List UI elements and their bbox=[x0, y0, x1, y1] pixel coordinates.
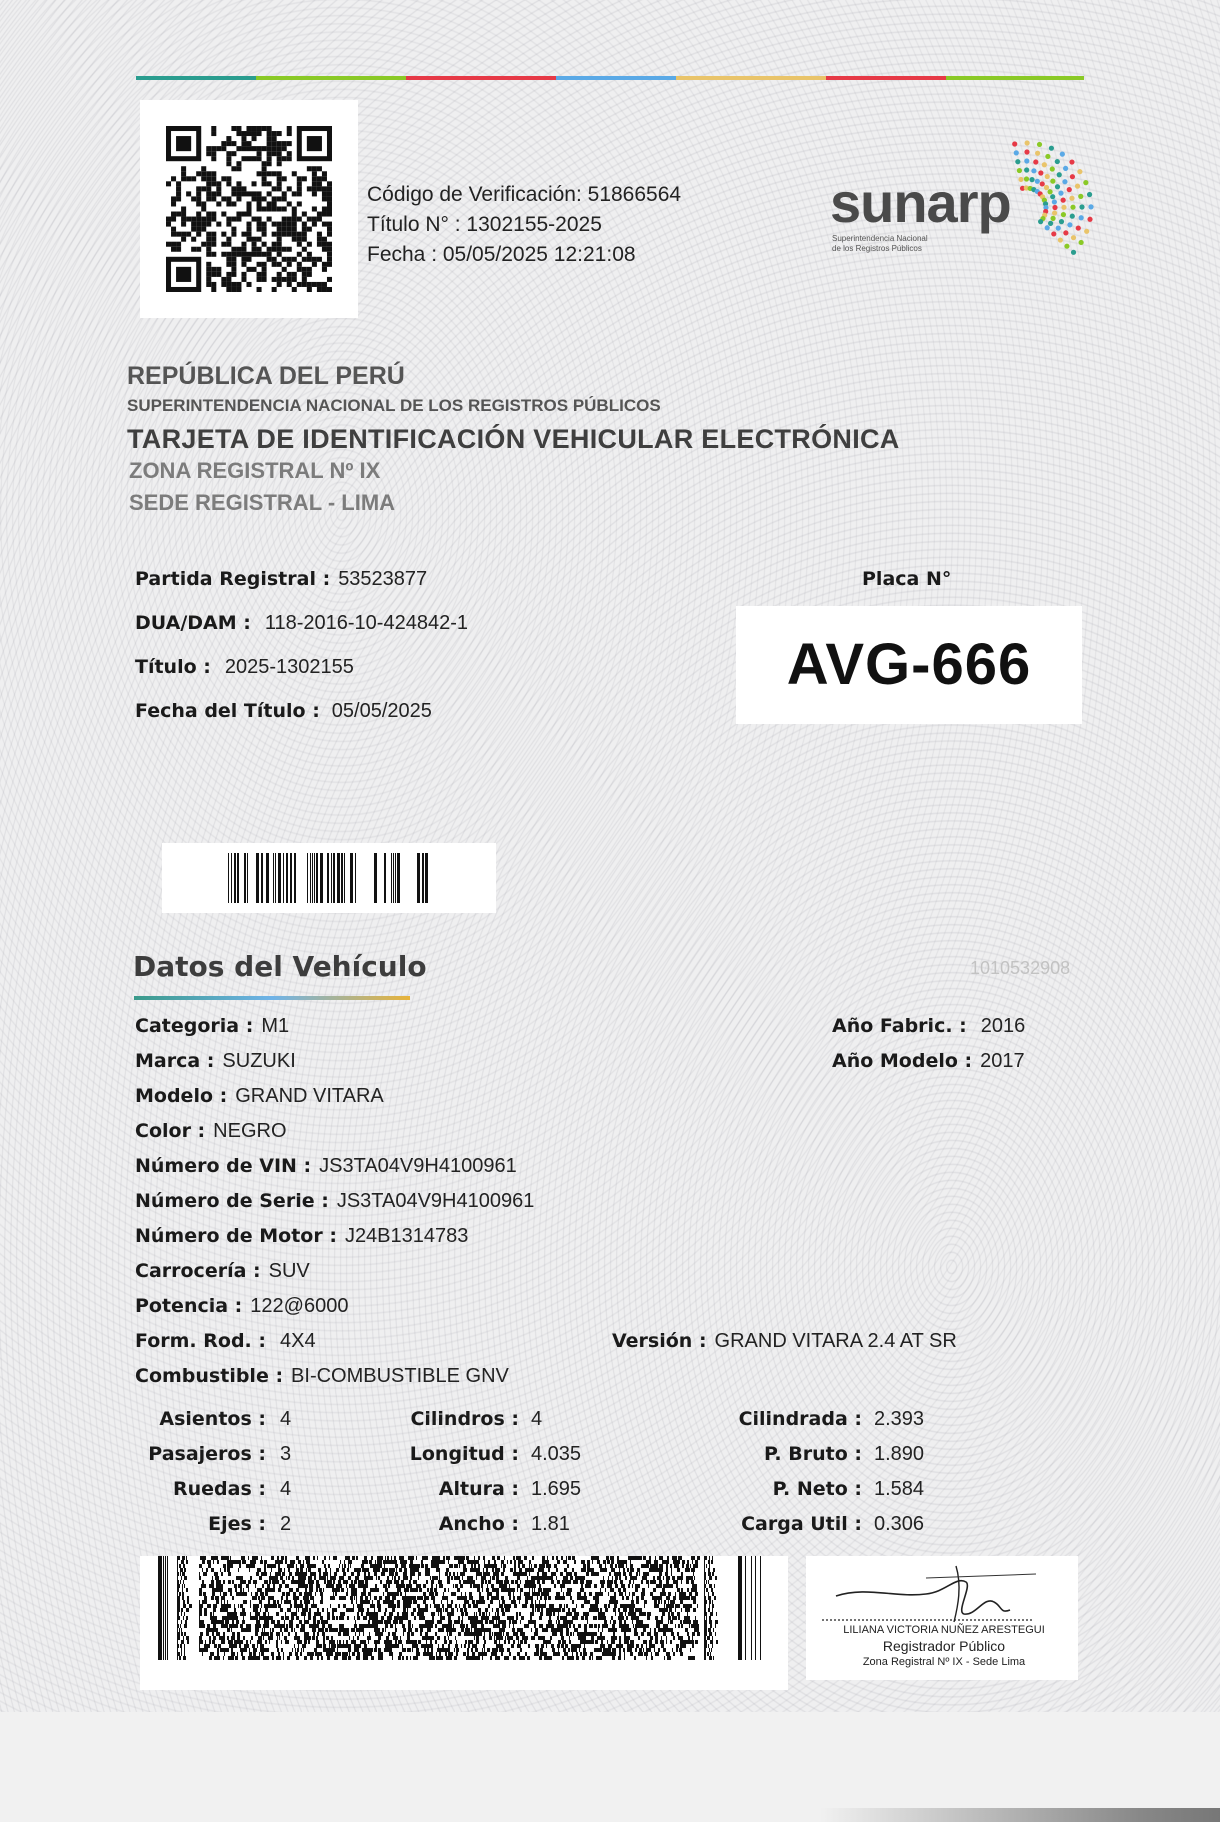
version-value: GRAND VITARA 2.4 AT SR bbox=[714, 1330, 957, 1352]
potencia-label: Potencia : bbox=[135, 1295, 243, 1317]
cargautil-value: 0.306 bbox=[874, 1513, 925, 1535]
modelo-label: Modelo : bbox=[135, 1085, 228, 1107]
zona-registral: ZONA REGISTRAL Nº IX bbox=[129, 458, 381, 483]
logo-subtitle-line1: Superintendencia Nacional bbox=[832, 234, 928, 243]
ghost-serial-number: 1010532908 bbox=[970, 958, 1071, 978]
ancho-value: 1.81 bbox=[531, 1513, 570, 1535]
registrar-zone: Zona Registral Nº IX - Sede Lima bbox=[862, 1656, 1026, 1668]
issue-date: Fecha : 05/05/2025 12:21:08 bbox=[367, 243, 636, 266]
ancho-label: Ancho : bbox=[438, 1513, 519, 1535]
motor-row bbox=[135, 1223, 468, 1248]
barcode-icon bbox=[228, 853, 430, 903]
anio-fabric-value: 2016 bbox=[980, 1015, 1026, 1037]
qr-code-icon bbox=[166, 126, 332, 292]
bottom-shadow bbox=[820, 1808, 1220, 1822]
anio-fabric-label: Año Fabric. : bbox=[832, 1015, 967, 1037]
fecha-titulo-row bbox=[135, 698, 432, 723]
ejes-label: Ejes : bbox=[208, 1513, 266, 1535]
qr-code[interactable] bbox=[140, 100, 358, 318]
combustible-row bbox=[135, 1363, 509, 1388]
marca-label: Marca : bbox=[135, 1050, 215, 1072]
carroceria-row bbox=[135, 1258, 310, 1283]
cilindros-label: Cilindros : bbox=[410, 1408, 519, 1430]
cilindrada-value: 2.393 bbox=[874, 1408, 925, 1430]
titulo-value: 2025-1302155 bbox=[224, 656, 354, 678]
pneto-label: P. Neto : bbox=[772, 1478, 862, 1500]
pbruto-label: P. Bruto : bbox=[764, 1443, 862, 1465]
card-title: TARJETA DE IDENTIFICACIÓN VEHICULAR ELECTRÓNICA bbox=[127, 424, 900, 454]
pbruto-value: 1.890 bbox=[874, 1443, 925, 1465]
formrod-value: 4X4 bbox=[279, 1330, 316, 1352]
titulo-number: Título N° : 1302155-2025 bbox=[367, 213, 602, 236]
pdf417-barcode[interactable] bbox=[140, 1556, 788, 1690]
vin-row bbox=[135, 1153, 517, 1178]
formrod-row bbox=[135, 1328, 316, 1353]
partida-label: Partida Registral : bbox=[135, 568, 331, 590]
fecha-titulo-label: Fecha del Título : bbox=[135, 700, 320, 722]
verification-block bbox=[367, 180, 681, 270]
color-value: NEGRO bbox=[213, 1120, 287, 1142]
verification-code: Código de Verificación: 51866564 bbox=[367, 183, 682, 206]
cilindrada-label: Cilindrada : bbox=[738, 1408, 862, 1430]
barcode-small bbox=[162, 843, 496, 913]
ruedas-value: 4 bbox=[280, 1478, 292, 1500]
potencia-value: 122@6000 bbox=[250, 1295, 349, 1317]
vin-label: Número de VIN : bbox=[135, 1155, 312, 1177]
color-row bbox=[135, 1118, 287, 1143]
serie-row bbox=[135, 1188, 534, 1213]
titulo-label: Título : bbox=[135, 656, 211, 678]
asientos-label: Asientos : bbox=[159, 1408, 266, 1430]
sunarp-logo bbox=[830, 124, 1100, 264]
partida-row bbox=[135, 566, 427, 591]
vehicle-data-title: Datos del Vehículo bbox=[133, 950, 427, 983]
sede-registral: SEDE REGISTRAL - LIMA bbox=[129, 490, 396, 515]
anio-modelo-row bbox=[832, 1048, 1025, 1073]
dua-value: 118-2016-10-424842-1 bbox=[264, 612, 468, 634]
combustible-value: BI-COMBUSTIBLE GNV bbox=[291, 1365, 509, 1387]
marca-value: SUZUKI bbox=[222, 1050, 296, 1072]
carroceria-label: Carrocería : bbox=[135, 1260, 261, 1282]
serie-label: Número de Serie : bbox=[135, 1190, 329, 1212]
pdf417-barcode-icon bbox=[158, 1556, 770, 1660]
signature-block bbox=[806, 1556, 1078, 1680]
altura-value: 1.695 bbox=[531, 1478, 582, 1500]
asientos-value: 4 bbox=[280, 1408, 292, 1430]
carroceria-value: SUV bbox=[268, 1260, 310, 1282]
ejes-value: 2 bbox=[280, 1513, 292, 1535]
marca-row bbox=[135, 1048, 296, 1073]
potencia-row bbox=[135, 1293, 348, 1318]
version-label: Versión : bbox=[612, 1330, 707, 1352]
motor-value: J24B1314783 bbox=[344, 1225, 469, 1247]
vin-value: JS3TA04V9H4100961 bbox=[319, 1155, 517, 1177]
titulo-row bbox=[135, 654, 354, 679]
categoria-value: M1 bbox=[261, 1015, 290, 1037]
dua-row bbox=[135, 610, 468, 635]
fecha-titulo-value: 05/05/2025 bbox=[331, 700, 432, 722]
serie-value: JS3TA04V9H4100961 bbox=[336, 1190, 535, 1212]
modelo-row bbox=[135, 1083, 384, 1108]
superintendencia-title: SUPERINTENDENCIA NACIONAL DE LOS REGISTROS PÚBLICOS bbox=[127, 396, 661, 415]
longitud-value: 4.035 bbox=[531, 1443, 582, 1465]
registrar-name: LILIANA VICTORIA NUÑEZ ARESTEGUI bbox=[843, 1624, 1045, 1636]
anio-modelo-value: 2017 bbox=[980, 1050, 1025, 1072]
version-row bbox=[612, 1328, 957, 1353]
motor-label: Número de Motor : bbox=[135, 1225, 337, 1247]
republic-title: REPÚBLICA DEL PERÚ bbox=[127, 362, 405, 390]
categoria-row bbox=[135, 1013, 289, 1038]
ruedas-label: Ruedas : bbox=[173, 1478, 266, 1500]
categoria-label: Categoria : bbox=[135, 1015, 254, 1037]
plate-number: AVG-666 bbox=[736, 606, 1082, 724]
pasajeros-label: Pasajeros : bbox=[148, 1443, 266, 1465]
logo-subtitle-line2: de los Registros Públicos bbox=[832, 244, 922, 253]
partida-value: 53523877 bbox=[338, 568, 428, 590]
anio-fabric-row bbox=[832, 1013, 1025, 1038]
modelo-value: GRAND VITARA bbox=[235, 1085, 384, 1107]
logo-wordmark: sunarp bbox=[830, 171, 1011, 234]
section-underline bbox=[134, 996, 410, 1000]
anio-modelo-label: Año Modelo : bbox=[832, 1050, 973, 1072]
formrod-label: Form. Rod. : bbox=[135, 1330, 266, 1352]
top-color-bar bbox=[136, 76, 1084, 80]
logo-subtitle bbox=[832, 234, 972, 254]
combustible-label: Combustible : bbox=[135, 1365, 284, 1387]
pneto-value: 1.584 bbox=[874, 1478, 925, 1500]
longitud-label: Longitud : bbox=[409, 1443, 519, 1465]
registrar-role: Registrador Público bbox=[882, 1638, 1006, 1654]
cargautil-label: Carga Util : bbox=[741, 1513, 862, 1535]
pasajeros-value: 3 bbox=[280, 1443, 292, 1465]
plate-label: Placa N° bbox=[862, 568, 952, 590]
altura-label: Altura : bbox=[438, 1478, 519, 1500]
cilindros-value: 4 bbox=[531, 1408, 543, 1430]
color-label: Color : bbox=[135, 1120, 206, 1142]
dua-label: DUA/DAM : bbox=[135, 612, 251, 634]
